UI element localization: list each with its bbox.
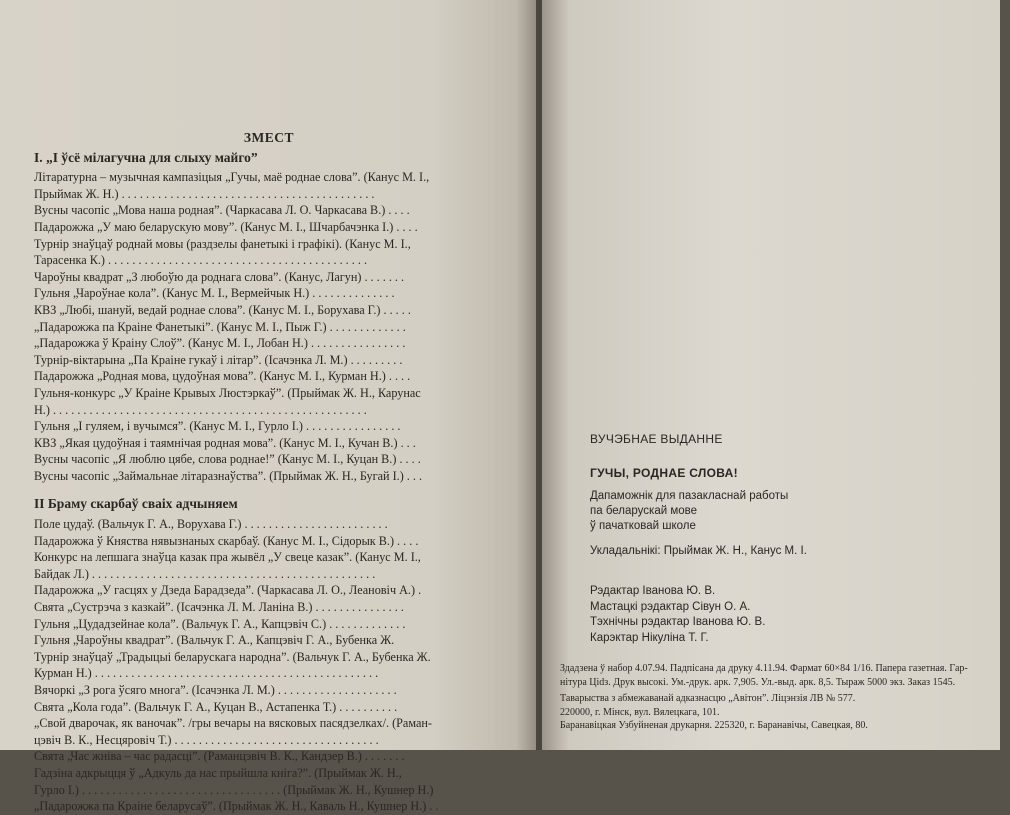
toc-entry: КВЗ „Якая цудоўная і таямнічая родная мова”. (Канус М. І., Кучан В.) . . . (34, 435, 416, 450)
edition-label: ВУЧЭБНАЕ ВЫДАННЕ (590, 432, 723, 446)
toc-entry: Вячоркі „З рога ўсяго многа”. (Ісачэнка Л. М.) . . . . . . . . . . . . . . . . . . . . (34, 683, 397, 697)
toc-entry: Поле цудаў. (Вальчук Г. А., Ворухава Г.) . . . . . . . . . . . . . . . . . . . . . . . . (34, 517, 388, 532)
toc-entry: Гадзіна адкрыцця ў „Адкуль да нас прыйшла кніга?”. (Прыймак Ж. Н., (34, 765, 402, 780)
subtitle-line: Дапаможнік для пазакласнай работы (590, 490, 789, 502)
editorial-credits (590, 584, 1010, 646)
publisher-info (560, 692, 990, 733)
toc-entry: Свята „Час жніва – час радасці”. (Раманцэвіч В. К., Кандзер В.) . . . . . . . (34, 749, 405, 764)
toc-entry: КВЗ „Любі, шануй, ведай роднае слова”. (Канус М. І., Борухава Г.) . . . . . (34, 302, 411, 317)
toc-entry: Турнір-віктарына „Па Краіне гукаў і літар”. (Ісачэнка Л. М.) . . . . . . . . . (34, 352, 403, 367)
toc-entry: Прыймак Ж. Н.) . . . . . . . . . . . . . . . . . . . . . . . . . . . . . . . . . . . . . . . . . . (34, 186, 375, 201)
subtitle-line: ў пачатковай школе (590, 520, 696, 532)
toc-entry: Вусны часопіс „Займальнае літаразнаўства”. (Прыймак Ж. Н., Бугай І.) . . . (34, 468, 423, 483)
toc-entry: Тарасенка К.) . . . . . . . . . . . . . . . . . . . . . . . . . . . . . . . . . . . . . . . . . . . (34, 253, 368, 268)
publisher-line: Баранавіцкая Узбуйненая друкарня. 225320, г. Баранавічы, Савецкая, 80. (560, 720, 868, 731)
toc-entry: Гурло І.) . . . . . . . . . . . . . . . . . . . . . . . . . . . . . . . . . (Прыймак Ж. Н., Кушнер Н.) (34, 782, 434, 797)
compilers: Укладальнікі: Прыймак Ж. Н., Канус М. І. (590, 545, 807, 557)
toc-entry: Свята „Кола года”. (Вальчук Г. А., Куцан В., Астапенка Т.) . . . . . . . . . . (34, 699, 398, 714)
credit-line: Карэктар Нікуліна Т. Г. (590, 631, 709, 644)
book-title: ГУЧЫ, РОДНАЕ СЛОВА! (590, 466, 738, 480)
table-of-contents (34, 130, 504, 815)
print-info-line: Здадзена ў набор 4.07.94. Падпісана да друку 4.11.94. Фармат 60×84 1/16. Папера газетная. Гар- (560, 663, 968, 674)
toc-entry: Н.) . . . . . . . . . . . . . . . . . . . . . . . . . . . . . . . . . . . . . . . . . . . . . . . . . . . . (34, 402, 367, 417)
toc-entry: Літаратурна – музычная кампазіцыя „Гучы, маё роднае слова”. (Канус М. І., (34, 170, 430, 185)
toc-entry: Падарожжа ў Княства нявызнаных скарбаў. (Канус М. І., Сідорык В.) . . . . (34, 533, 419, 548)
toc-entry: Вусны часопіс „Я люблю цябе, слова роднае!” (Канус М. І., Куцан В.) . . . . (34, 452, 421, 467)
section-2-heading: ІІ Браму скарбаў сваіх адчыняем (34, 496, 238, 512)
toc-entry: „Свой дварочак, як ваночак”. /гры вечары на вясковых пасядзелках/. (Раман- (34, 716, 432, 731)
toc-entry: „Падарожжа ў Краіну Слоў”. (Канус М. І., Лобан Н.) . . . . . . . . . . . . . . . . (34, 336, 406, 351)
toc-entry: Свята „Сустрэча з казкай”. (Ісачэнка Л. М. Ланіна В.) . . . . . . . . . . . . . . . (34, 600, 404, 615)
credit-line: Тэхнічны рэдактар Іванова Ю. В. (590, 616, 766, 628)
toc-entry: Гульня „Цудадзейнае кола”. (Вальчук Г. А., Капцэвіч С.) . . . . . . . . . . . . . (34, 616, 406, 631)
book-subtitle (590, 489, 1010, 534)
publisher-line: 220000, г. Мінск, вул. Вялецкага, 101. (560, 706, 720, 718)
toc-entry: цэвіч В. К., Несцяровіч Т.) . . . . . . . . . . . . . . . . . . . . . . . . . . . . . . . . . . (34, 732, 379, 747)
toc-entry: Байдак Л.) . . . . . . . . . . . . . . . . . . . . . . . . . . . . . . . . . . . . . . . . . . . . . . . (34, 566, 376, 581)
right-page (542, 0, 1000, 750)
section-1-heading: І. „І ўсё мілагучна для слыху майго” (34, 149, 258, 165)
print-info-line: нітура Ціdз. Друк высокі. Ум.-друк. арк. 7,905. Ул.-выд. арк. 8,5. Тыраж 5000 экз. Заказ 1545. (560, 676, 956, 688)
toc-entry: Вусны часопіс „Мова наша родная”. (Чаркасава Л. О. Чаркасава В.) . . . . (34, 203, 410, 218)
toc-entry: Падарожжа „У гасцях у Дзеда Барадзеда”. (Чаркасава Л. О., Леановіч А.) . (34, 583, 422, 598)
publisher-line: Таварыства з абмежаванай адказнасцю „Авітон”. Ліцэнзія ЛВ № 577. (560, 693, 856, 704)
credit-line: Рэдактар Іванова Ю. В. (590, 585, 716, 597)
toc-entry: Падарожжа „Родная мова, цудоўная мова”. (Канус М. І., Курман Н.) . . . . (34, 369, 411, 384)
toc-entry: Гульня „Чароўнае кола”. (Канус М. І., Вермейчык Н.) . . . . . . . . . . . . . . (34, 286, 395, 301)
print-info (560, 662, 990, 689)
toc-entry: Чароўны квадрат „З любоўю да роднага слова”. (Канус, Лагун) . . . . . . . (34, 269, 405, 284)
toc-entry: Падарожжа „У маю беларускую мову”. (Канус М. І., Шчарбачэнка І.) . . . . (34, 219, 418, 234)
subtitle-line: па беларускай мове (590, 505, 698, 517)
toc-entry: Турнір знаўцаў роднай мовы (раздзелы фанетыкі і графікі). (Канус М. І., (34, 236, 411, 251)
toc-entry: „Падарожжа па Краіне беларусаў”. (Прыймак Ж. Н., Каваль Н., Кушнер Н.) . . (34, 799, 439, 814)
credit-line: Мастацкі рэдактар Сівун О. А. (590, 600, 751, 613)
toc-entry: Турнір знаўцаў „Традыцыі беларускага народна”. (Вальчук Г. А., Бубенка Ж. (34, 649, 431, 664)
toc-title: ЗМЕСТ (243, 130, 295, 145)
toc-entry: Гульня „Чароўны квадрат”. (Вальчук Г. А., Капцэвіч Г. А., Бубенка Ж. (34, 633, 395, 648)
toc-entry: Гульня „І гуляем, і вучымся”. (Канус М. І., Гурло І.) . . . . . . . . . . . . . . . . (34, 419, 401, 434)
toc-entry: Курман Н.) . . . . . . . . . . . . . . . . . . . . . . . . . . . . . . . . . . . . . . . . . . . . . . . (34, 666, 379, 681)
toc-entry: Гульня-конкурс „У Краіне Крывых Люстэркаў”. (Прыймак Ж. Н., Карунас (34, 385, 421, 400)
toc-entry: „Падарожжа па Краіне Фанетыкі”. (Канус М. І., Пыж Г.) . . . . . . . . . . . . . (34, 319, 406, 334)
toc-entry: Конкурс на лепшага знаўца казак пра жывёл „У свеце казак”. (Канус М. І., (34, 550, 421, 565)
